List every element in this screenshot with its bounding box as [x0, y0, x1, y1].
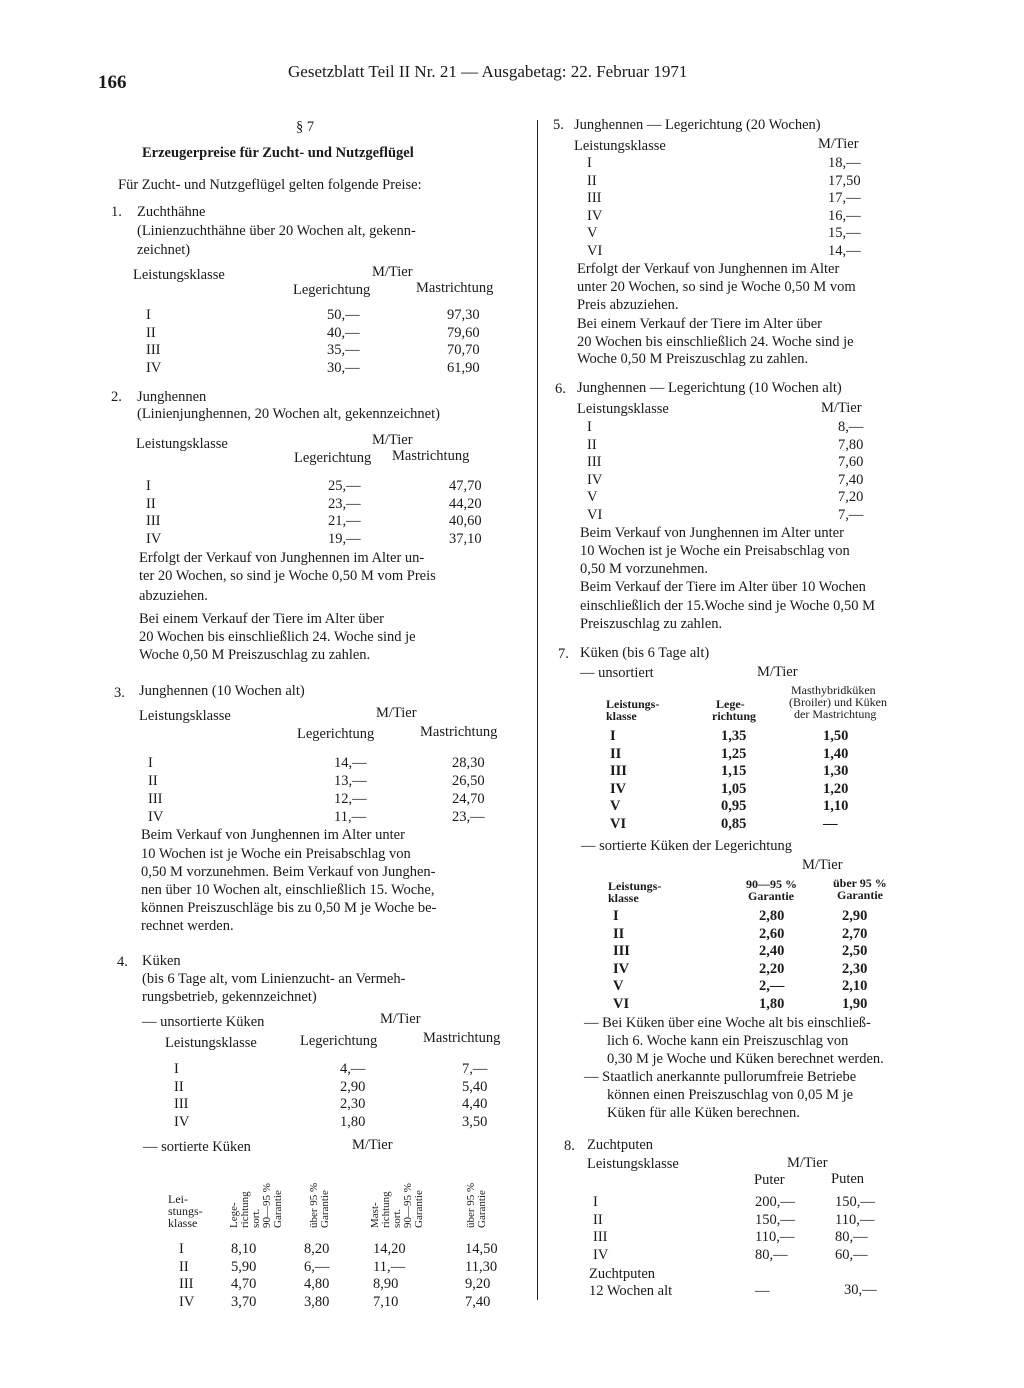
s8-puten-head: Puten	[831, 1171, 865, 1187]
s5-row-k: II	[587, 172, 597, 189]
s7-sort-h-g1b: Garantie	[748, 889, 794, 903]
s8-last-puter: —	[755, 1283, 770, 1299]
s1-row-mast: 97,30	[447, 307, 480, 323]
s7u-row-a: 0,85	[721, 815, 747, 832]
s7u-row-k: V	[610, 798, 621, 814]
s3-mtier-head: M/Tier	[376, 705, 417, 721]
s4-sort-head-lk1: Lei-	[168, 1192, 188, 1206]
s7-bullet1-l3: 0,30 M je Woche und Küken berechnet werden.	[607, 1051, 884, 1067]
s2-row-leg: 21,—	[328, 513, 361, 529]
s7-h-mh2: (Broiler) und Küken	[789, 695, 887, 709]
s1-leg-head: Legerichtung	[293, 282, 371, 298]
s7s-row-b: 2,90	[842, 908, 868, 924]
s5-row-k: IV	[587, 207, 603, 224]
s6-note2-l1: Beim Verkauf der Tiere im Alter über 10 Wochen	[580, 579, 866, 595]
s2-sub: (Linienjunghennen, 20 Wochen alt, gekennzeichnet)	[137, 406, 440, 422]
s4s-row-k: I	[179, 1241, 184, 1257]
s1-row-mast: 70,70	[447, 342, 480, 358]
s5-lk-head: Leistungsklasse	[574, 138, 666, 154]
s6-row-v: 7,60	[838, 454, 864, 470]
s3-row-k: IV	[148, 809, 164, 825]
s7-h-lege2: richtung	[712, 709, 757, 723]
s7s-row-b: 2,10	[842, 978, 868, 994]
s4s-row-d: 11,30	[465, 1258, 498, 1275]
s4s-row-c: 14,20	[373, 1241, 406, 1257]
s5-note1-l3: Preis abzuziehen.	[577, 297, 679, 313]
s8-mtier-head: M/Tier	[787, 1155, 828, 1171]
s2-note2-l2: 20 Wochen bis einschließlich 24. Woche sind je	[139, 629, 416, 645]
s2-row-k: II	[146, 495, 156, 512]
s7u-row-a: 0,95	[721, 798, 747, 814]
s4-sort-mtier: M/Tier	[352, 1137, 393, 1153]
header-title: Gesetzblatt Teil II Nr. 21 — Ausgabetag: 22. Februar 1971	[288, 62, 688, 81]
s1-mast-head: Mastrichtung	[416, 280, 494, 296]
s8-row-k: I	[593, 1194, 598, 1210]
s1-row-k: II	[146, 324, 156, 341]
s7s-row-k: III	[613, 943, 630, 959]
s7-unsort-mtier: M/Tier	[757, 664, 798, 680]
s7s-row-k: IV	[613, 960, 630, 977]
s3-note-l2: 10 Wochen ist je Woche ein Preisabschlag von	[141, 846, 411, 862]
s7-sort-h-lk2: klasse	[608, 891, 639, 905]
s7s-row-a: 2,60	[759, 925, 785, 942]
s6-row-v: 7,40	[838, 471, 864, 488]
s5-note2-l1: Bei einem Verkauf der Tiere im Alter über	[577, 316, 822, 332]
s7-title: Küken (bis 6 Tage alt)	[580, 645, 710, 661]
s5-row-v: 14,—	[828, 242, 861, 259]
s7u-row-b: 1,50	[823, 728, 849, 744]
s7s-row-a: 2,—	[759, 978, 785, 994]
s6-row-k: IV	[587, 471, 603, 488]
s4u-row-mast: 4,40	[462, 1096, 488, 1112]
s7s-row-a: 2,80	[759, 908, 785, 924]
s2-title: Junghennen	[137, 389, 207, 405]
s1-sub-line2: zeichnet)	[137, 242, 191, 258]
s2-note1-l1: Erfolgt der Verkauf von Junghennen im Alter un-	[139, 550, 425, 566]
section-intro: Für Zucht- und Nutzgeflügel gelten folgende Preise:	[118, 177, 422, 193]
s7-bullet1-l1: — Bei Küken über eine Woche alt bis einschließ-	[584, 1015, 871, 1031]
s5-number: 5.	[553, 117, 564, 133]
s6-note1-l1: Beim Verkauf von Junghennen im Alter unter	[580, 525, 844, 541]
s7-h-lk2: klasse	[606, 709, 637, 723]
s1-row-k: I	[146, 307, 151, 323]
s4u-row-k: III	[174, 1096, 189, 1112]
s7u-row-b: 1,10	[823, 798, 849, 814]
s7u-row-k: I	[610, 728, 616, 744]
s3-row-mast: 28,30	[452, 755, 485, 771]
s4s-row-c: 11,—	[373, 1258, 406, 1275]
s4-sort-head-lk3: klasse	[168, 1216, 198, 1230]
s6-row-v: 7,80	[838, 436, 864, 453]
s7u-row-a: 1,05	[721, 780, 747, 797]
s1-row-mast: 61,90	[447, 359, 480, 376]
s4-unsort-label: — unsortierte Küken	[142, 1014, 265, 1030]
s1-row-leg: 35,—	[327, 342, 360, 358]
s3-row-mast: 26,50	[452, 773, 485, 789]
s4s-row-d: 14,50	[465, 1241, 498, 1257]
s3-leg-head: Legerichtung	[297, 726, 375, 742]
s4-sort-head-c3d: 90—95 %	[402, 1183, 414, 1228]
s8-last-label1: Zuchtputen	[589, 1266, 656, 1282]
column-divider	[537, 120, 538, 1300]
s7u-row-b: 1,40	[823, 745, 849, 762]
s2-note1-l2: ter 20 Wochen, so sind je Woche 0,50 M vom Preis	[139, 568, 436, 584]
s3-row-leg: 12,—	[334, 791, 367, 807]
s4-unsort-mast: Mastrichtung	[423, 1030, 501, 1046]
s4s-row-a: 4,70	[231, 1276, 257, 1292]
s4-sort-head-c3c: sort.	[391, 1208, 403, 1228]
s8-number: 8.	[564, 1138, 575, 1154]
s7-h-mh1: Masthybridküken	[791, 683, 876, 697]
s4-unsort-mtier: M/Tier	[380, 1011, 421, 1027]
s2-note2-l3: Woche 0,50 M Preiszuschlag zu zahlen.	[139, 647, 371, 663]
s6-row-v: 8,—	[838, 419, 864, 435]
s3-note-l6: rechnet werden.	[141, 918, 234, 934]
s4-sort-head-c3a: Mast-	[369, 1202, 381, 1228]
s6-number: 6.	[555, 381, 566, 397]
s7s-row-k: II	[613, 925, 625, 942]
s8-row-a: 150,—	[755, 1211, 795, 1228]
s7u-row-b: 1,30	[823, 763, 849, 779]
s3-note-l4: nen über 10 Wochen alt, einschließlich 15. Woche,	[141, 882, 435, 898]
s5-note1-l1: Erfolgt der Verkauf von Junghennen im Alter	[577, 261, 840, 277]
s4-sort-head-c1e: Garantie	[272, 1190, 284, 1228]
s8-row-b: 150,—	[835, 1194, 875, 1210]
s6-title: Junghennen — Legerichtung (10 Wochen alt)	[577, 380, 842, 396]
s7-bullet2-l3: Küken für alle Küken berechnen.	[607, 1105, 800, 1121]
s6-row-k: II	[587, 436, 597, 453]
s3-title: Junghennen (10 Wochen alt)	[139, 683, 305, 699]
s2-lk-head: Leistungsklasse	[136, 436, 228, 452]
s7-sort-h-g2b: Garantie	[837, 888, 883, 902]
s7u-row-b: —	[823, 815, 838, 832]
section-title: Erzeugerpreise für Zucht- und Nutzgeflügel	[142, 145, 414, 161]
s4-sub-line1: (bis 6 Tage alt, vom Linienzucht- an Vermeh-	[142, 971, 406, 987]
s7u-row-a: 1,15	[721, 763, 747, 779]
s4s-row-k: II	[179, 1258, 189, 1275]
s7s-row-k: I	[613, 908, 619, 924]
s8-row-b: 60,—	[835, 1246, 868, 1263]
s7u-row-a: 1,25	[721, 745, 747, 762]
s2-row-k: I	[146, 478, 151, 494]
s2-row-mast: 37,10	[449, 530, 482, 547]
s4-sort-head-c1a: Lege-	[228, 1202, 240, 1228]
s4s-row-k: IV	[179, 1293, 195, 1310]
s2-number: 2.	[111, 389, 122, 405]
s5-row-v: 17,—	[828, 190, 861, 206]
s7s-row-a: 2,40	[759, 943, 785, 959]
s1-row-leg: 50,—	[327, 307, 360, 323]
s6-note2-l3: Preiszuschlag zu zahlen.	[580, 616, 723, 632]
s8-puter-head: Puter	[754, 1172, 785, 1188]
s3-note-l5: können Preiszuschläge bis zu 0,50 M je Woche be-	[141, 900, 437, 916]
s4s-row-b: 8,20	[304, 1241, 330, 1257]
s3-row-mast: 23,—	[452, 809, 485, 825]
s4u-row-mast: 5,40	[462, 1078, 488, 1095]
s6-row-k: VI	[587, 506, 603, 523]
s4s-row-c: 7,10	[373, 1293, 399, 1310]
s4u-row-mast: 7,—	[462, 1061, 488, 1077]
s3-row-mast: 24,70	[452, 791, 485, 807]
s7-bullet2-l2: können einen Preiszuschlag von 0,05 M je	[607, 1087, 854, 1103]
s4s-row-a: 8,10	[231, 1241, 257, 1257]
s7s-row-b: 2,30	[842, 960, 868, 977]
s4-sort-head-c1c: sort.	[250, 1208, 262, 1228]
s4-sort-head-c1b: richtung	[239, 1191, 251, 1228]
s5-row-v: 16,—	[828, 207, 861, 224]
s4s-row-k: III	[179, 1276, 194, 1292]
s4u-row-leg: 2,30	[340, 1096, 366, 1112]
s6-row-v: 7,—	[838, 506, 864, 523]
s7u-row-k: VI	[610, 815, 627, 832]
s7u-row-k: III	[610, 763, 627, 779]
s7s-row-b: 1,90	[842, 995, 868, 1012]
s5-row-v: 15,—	[828, 225, 861, 241]
s2-row-k: IV	[146, 530, 162, 547]
s4s-row-d: 7,40	[465, 1293, 491, 1310]
s3-row-k: III	[148, 791, 163, 807]
s4-sub-line2: rungsbetrieb, gekennzeichnet)	[142, 989, 317, 1005]
s1-row-k: IV	[146, 359, 162, 376]
s7-unsort-label: — unsortiert	[580, 665, 654, 681]
s7-sort-h-lk1: Leistungs-	[608, 879, 662, 893]
s5-note1-l2: unter 20 Wochen, so sind je Woche 0,50 M vom	[577, 279, 856, 295]
s4-sort-head-c3e: Garantie	[413, 1190, 425, 1228]
s7s-row-k: VI	[613, 995, 630, 1012]
s6-row-k: III	[587, 454, 602, 470]
s8-row-b: 80,—	[835, 1229, 868, 1245]
s2-row-mast: 47,70	[449, 478, 482, 494]
s8-row-k: II	[593, 1211, 603, 1228]
s4s-row-a: 5,90	[231, 1258, 257, 1275]
s6-mtier-head: M/Tier	[821, 400, 862, 416]
s4-sort-head-c4b: Garantie	[476, 1190, 488, 1228]
s8-row-a: 80,—	[755, 1246, 788, 1263]
s4-sort-head-c2a: über 95 %	[308, 1182, 320, 1228]
s5-mtier-head: M/Tier	[818, 136, 859, 152]
page-number: 166	[98, 72, 127, 93]
s1-row-k: III	[146, 342, 161, 358]
s8-lk-head: Leistungsklasse	[587, 1156, 679, 1172]
s8-row-b: 110,—	[835, 1211, 875, 1228]
s3-row-leg: 13,—	[334, 773, 367, 789]
s1-row-mast: 79,60	[447, 324, 480, 341]
s4s-row-b: 6,—	[304, 1258, 330, 1275]
s7-h-lk1: Leistungs-	[606, 697, 660, 711]
s6-note2-l2: einschließlich der 15.Woche sind je Woche 0,50 M	[580, 598, 875, 614]
s7u-row-b: 1,20	[823, 780, 849, 797]
s2-row-leg: 25,—	[328, 478, 361, 494]
s5-row-v: 17,50	[828, 172, 861, 189]
s6-note1-l3: 0,50 M vorzunehmen.	[580, 561, 709, 577]
s8-row-k: III	[593, 1229, 608, 1245]
s6-lk-head: Leistungsklasse	[577, 401, 669, 417]
s4-title: Küken	[142, 953, 181, 969]
s2-mast-head: Mastrichtung	[392, 448, 470, 464]
s1-sub-line1: (Linienzuchthähne über 20 Wochen alt, gekenn-	[137, 223, 416, 239]
s4-number: 4.	[117, 954, 128, 970]
s7u-row-a: 1,35	[721, 728, 747, 744]
s7s-row-b: 2,50	[842, 943, 868, 959]
s2-row-mast: 44,20	[449, 495, 482, 512]
s4u-row-k: II	[174, 1078, 184, 1095]
s5-row-k: VI	[587, 242, 603, 259]
s4-unsort-lk: Leistungsklasse	[165, 1035, 257, 1051]
s5-row-v: 18,—	[828, 155, 861, 171]
s7s-row-a: 2,20	[759, 960, 785, 977]
s8-row-k: IV	[593, 1246, 609, 1263]
s7-sort-h-g1a: 90—95 %	[746, 877, 797, 891]
s8-row-a: 200,—	[755, 1194, 795, 1210]
s6-note1-l2: 10 Wochen ist je Woche ein Preisabschlag von	[580, 543, 850, 559]
s3-row-leg: 11,—	[334, 809, 367, 825]
s1-mtier-head: M/Tier	[372, 264, 413, 280]
s7u-row-k: IV	[610, 780, 627, 797]
s6-row-k: I	[587, 419, 592, 435]
s7-sort-mtier: M/Tier	[802, 857, 843, 873]
s7s-row-a: 1,80	[759, 995, 785, 1012]
s5-row-k: V	[587, 225, 598, 241]
s3-mast-head: Mastrichtung	[420, 724, 498, 740]
s6-row-k: V	[587, 489, 598, 505]
s3-note-l3: 0,50 M vorzunehmen. Beim Verkauf von Junghen-	[141, 864, 436, 880]
s1-row-leg: 30,—	[327, 359, 360, 376]
s4u-row-leg: 2,90	[340, 1078, 366, 1095]
s7-bullet1-l2: lich 6. Woche kann ein Preiszuschlag von	[607, 1033, 849, 1049]
s4s-row-c: 8,90	[373, 1276, 399, 1292]
s4u-row-k: IV	[174, 1113, 190, 1130]
s4u-row-leg: 1,80	[340, 1113, 366, 1130]
s3-row-leg: 14,—	[334, 755, 367, 771]
s3-row-k: II	[148, 773, 158, 789]
s8-row-a: 110,—	[755, 1229, 795, 1245]
s7u-row-k: II	[610, 745, 622, 762]
s8-title: Zuchtputen	[587, 1137, 654, 1153]
s7-sort-h-g2a: über 95 %	[833, 876, 887, 890]
s8-last-puten: 30,—	[844, 1282, 877, 1298]
s5-row-k: III	[587, 190, 602, 206]
s4u-row-k: I	[174, 1061, 179, 1077]
s4u-row-leg: 4,—	[340, 1061, 366, 1077]
s5-title: Junghennen — Legerichtung (20 Wochen)	[574, 117, 821, 133]
s5-row-k: I	[587, 155, 592, 171]
s2-row-leg: 19,—	[328, 530, 361, 547]
s3-note-l1: Beim Verkauf von Junghennen im Alter unter	[141, 827, 405, 843]
s4-sort-head-c3b: richtung	[380, 1191, 392, 1228]
s3-row-k: I	[148, 755, 153, 771]
s4s-row-b: 4,80	[304, 1276, 330, 1292]
s2-row-mast: 40,60	[449, 513, 482, 529]
s4-sort-head-c4a: über 95 %	[465, 1182, 477, 1228]
s7s-row-k: V	[613, 978, 624, 994]
s7-sort-label: — sortierte Küken der Legerichtung	[581, 838, 792, 854]
s6-row-v: 7,20	[838, 489, 864, 505]
s5-note2-l2: 20 Wochen bis einschließlich 24. Woche sind je	[577, 334, 854, 350]
s4u-row-mast: 3,50	[462, 1113, 488, 1130]
s4-sort-head-c1d: 90—95 %	[261, 1183, 273, 1228]
s1-number: 1.	[111, 204, 122, 220]
s4-unsort-leg: Legerichtung	[300, 1033, 378, 1049]
s4s-row-d: 9,20	[465, 1276, 491, 1292]
s4s-row-b: 3,80	[304, 1293, 330, 1310]
s3-number: 3.	[114, 685, 125, 701]
s8-last-label2: 12 Wochen alt	[589, 1283, 673, 1299]
s4s-row-a: 3,70	[231, 1293, 257, 1310]
s2-leg-head: Legerichtung	[294, 450, 372, 466]
s1-title: Zuchthähne	[137, 204, 206, 220]
s5-note2-l3: Woche 0,50 M Preiszuschlag zu zahlen.	[577, 351, 809, 367]
s7s-row-b: 2,70	[842, 925, 868, 942]
s4-sort-label: — sortierte Küken	[143, 1139, 251, 1155]
s7-number: 7.	[558, 646, 569, 662]
s2-row-k: III	[146, 513, 161, 529]
section-number: § 7	[296, 119, 315, 135]
s2-mtier-head: M/Tier	[372, 432, 413, 448]
s1-lk-head: Leistungsklasse	[133, 267, 225, 283]
s2-note1-l3: abzuziehen.	[139, 588, 208, 604]
s7-bullet2-l1: — Staatlich anerkannte pullorumfreie Betriebe	[584, 1069, 857, 1085]
s1-row-leg: 40,—	[327, 324, 360, 341]
s4-sort-head-lk2: stungs-	[168, 1204, 203, 1218]
s7-h-lege1: Lege-	[716, 697, 745, 711]
s7-h-mh3: der Mastrichtung	[794, 707, 877, 721]
s2-note2-l1: Bei einem Verkauf der Tiere im Alter über	[139, 611, 384, 627]
s2-row-leg: 23,—	[328, 495, 361, 512]
s3-lk-head: Leistungsklasse	[139, 708, 231, 724]
s4-sort-head-c2b: Garantie	[319, 1190, 331, 1228]
